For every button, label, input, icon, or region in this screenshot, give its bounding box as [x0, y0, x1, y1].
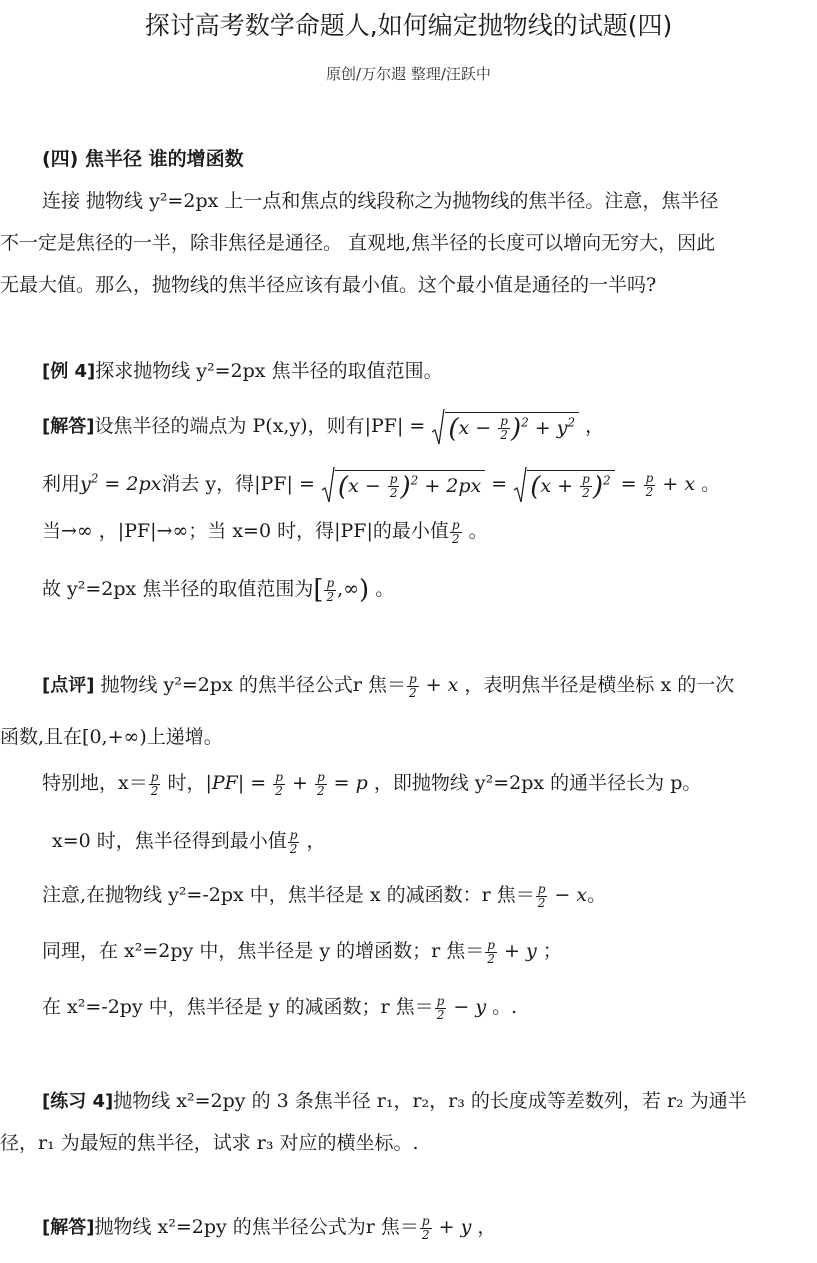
solution-text: 设焦半径的端点为 P(x,y)，则有|PF| = — [94, 415, 426, 437]
practice-line-1: [练习 4]抛物线 x²=2py 的 3 条焦半径 r₁，r₂，r₃ 的长度成等差数列，若 r₂ 为通半 — [42, 1090, 747, 1112]
paragraph-line: 不一定是焦径的一半，除非焦径是通径。 直观地,焦半径的长度可以增向无穷大，因此 — [0, 232, 716, 254]
review-line-4: x=0 时，焦半径得到最小值 $\frac{p}{2}$ ， — [52, 827, 326, 856]
review-line-3: 特别地，x＝ $\frac{p}{2}$ 时，|PF| = $\frac{p}{2}$ + $\frac{p}{2}$ = p ，即抛物线 y²=2px 的通半径长为 p。 — [42, 769, 702, 798]
example-text: 探求抛物线 y²=2px 焦半径的取值范围。 — [95, 360, 443, 382]
sqrt-expression: (x − $\frac{p}{2}$ )$^2$ + 2px — [321, 466, 485, 504]
sqrt-expression: (x + $\frac{p}{2}$ )$^2$ — [513, 466, 614, 504]
practice-line-2: 径，r₁ 为最短的焦半径，试求 r₃ 对应的横坐标。. — [0, 1132, 419, 1154]
review-line-7: 在 x²=-2py 中，焦半径是 y 的减函数；r 焦＝ $\frac{p}{2}$ − y 。. — [42, 993, 518, 1022]
practice-tag: [练习 4] — [42, 1091, 114, 1112]
solution-line-3: 当→∞ ，|PF|→∞；当 x=0 时，得|PF|的最小值 $\frac{p}{2}$ 。 — [42, 517, 488, 546]
author-line: 原创/万尔遐 整理/汪跃中 — [326, 65, 491, 83]
solution-line-5: [解答]抛物线 x²=2py 的焦半径公式为r 焦＝ $\frac{p}{2}$ + y ， — [42, 1213, 497, 1242]
review-tag: [点评] — [42, 675, 95, 696]
review-line-1: [点评] 抛物线 y²=2px 的焦半径公式r 焦＝ $\frac{p}{2}$ + x ，表明焦半径是横坐标 x 的一次 — [42, 671, 735, 700]
solution-tag: [解答] — [42, 416, 95, 437]
review-line-5: 注意,在抛物线 y²=-2px 中，焦半径是 x 的减函数：r 焦＝ $\frac{p}{2}$ − x。 — [42, 881, 607, 910]
section-heading: (四) 焦半径 谁的增函数 — [42, 148, 244, 170]
solution-tag: [解答] — [42, 1217, 95, 1238]
review-line-2: 函数,且在[0,+∞)上递增。 — [0, 726, 223, 748]
example-4 — [42, 358, 443, 385]
review-line-6: 同理，在 x²=2py 中，焦半径是 y 的增函数；r 焦＝ $\frac{p}{2}$ + y ； — [42, 937, 562, 966]
solution-line-4: 故 y²=2px 焦半径的取值范围为[ $\frac{p}{2}$ ,∞) 。 — [42, 575, 395, 605]
solution-line-2: 利用$y^2 = 2px$消去 y，得|PF| = (x − $\frac{p}{2}$ )$^2$ + 2px = (x + $\frac{p}{2}$ )$^2$ = $\frac{p}{2}$ + x 。 — [42, 466, 720, 504]
sqrt-expression: (x − $\frac{p}{2}$ )$^2 + y^2$ — [431, 408, 579, 446]
solution-line-1: [解答]设焦半径的端点为 P(x,y)，则有|PF| = (x − $\frac{p}{2}$ )$^2 + y^2$ ， — [42, 408, 604, 446]
page-title: 探讨高考数学命题人,如何编定抛物线的试题(四) — [144, 11, 673, 40]
paragraph-line: 连接 抛物线 y²=2px 上一点和焦点的线段称之为抛物线的焦半径。注意，焦半径 — [42, 190, 719, 212]
example-tag: [例 4] — [42, 361, 96, 382]
paragraph-line: 无最大值。那么，抛物线的焦半径应该有最小值。这个最小值是通径的一半吗? — [0, 274, 657, 296]
